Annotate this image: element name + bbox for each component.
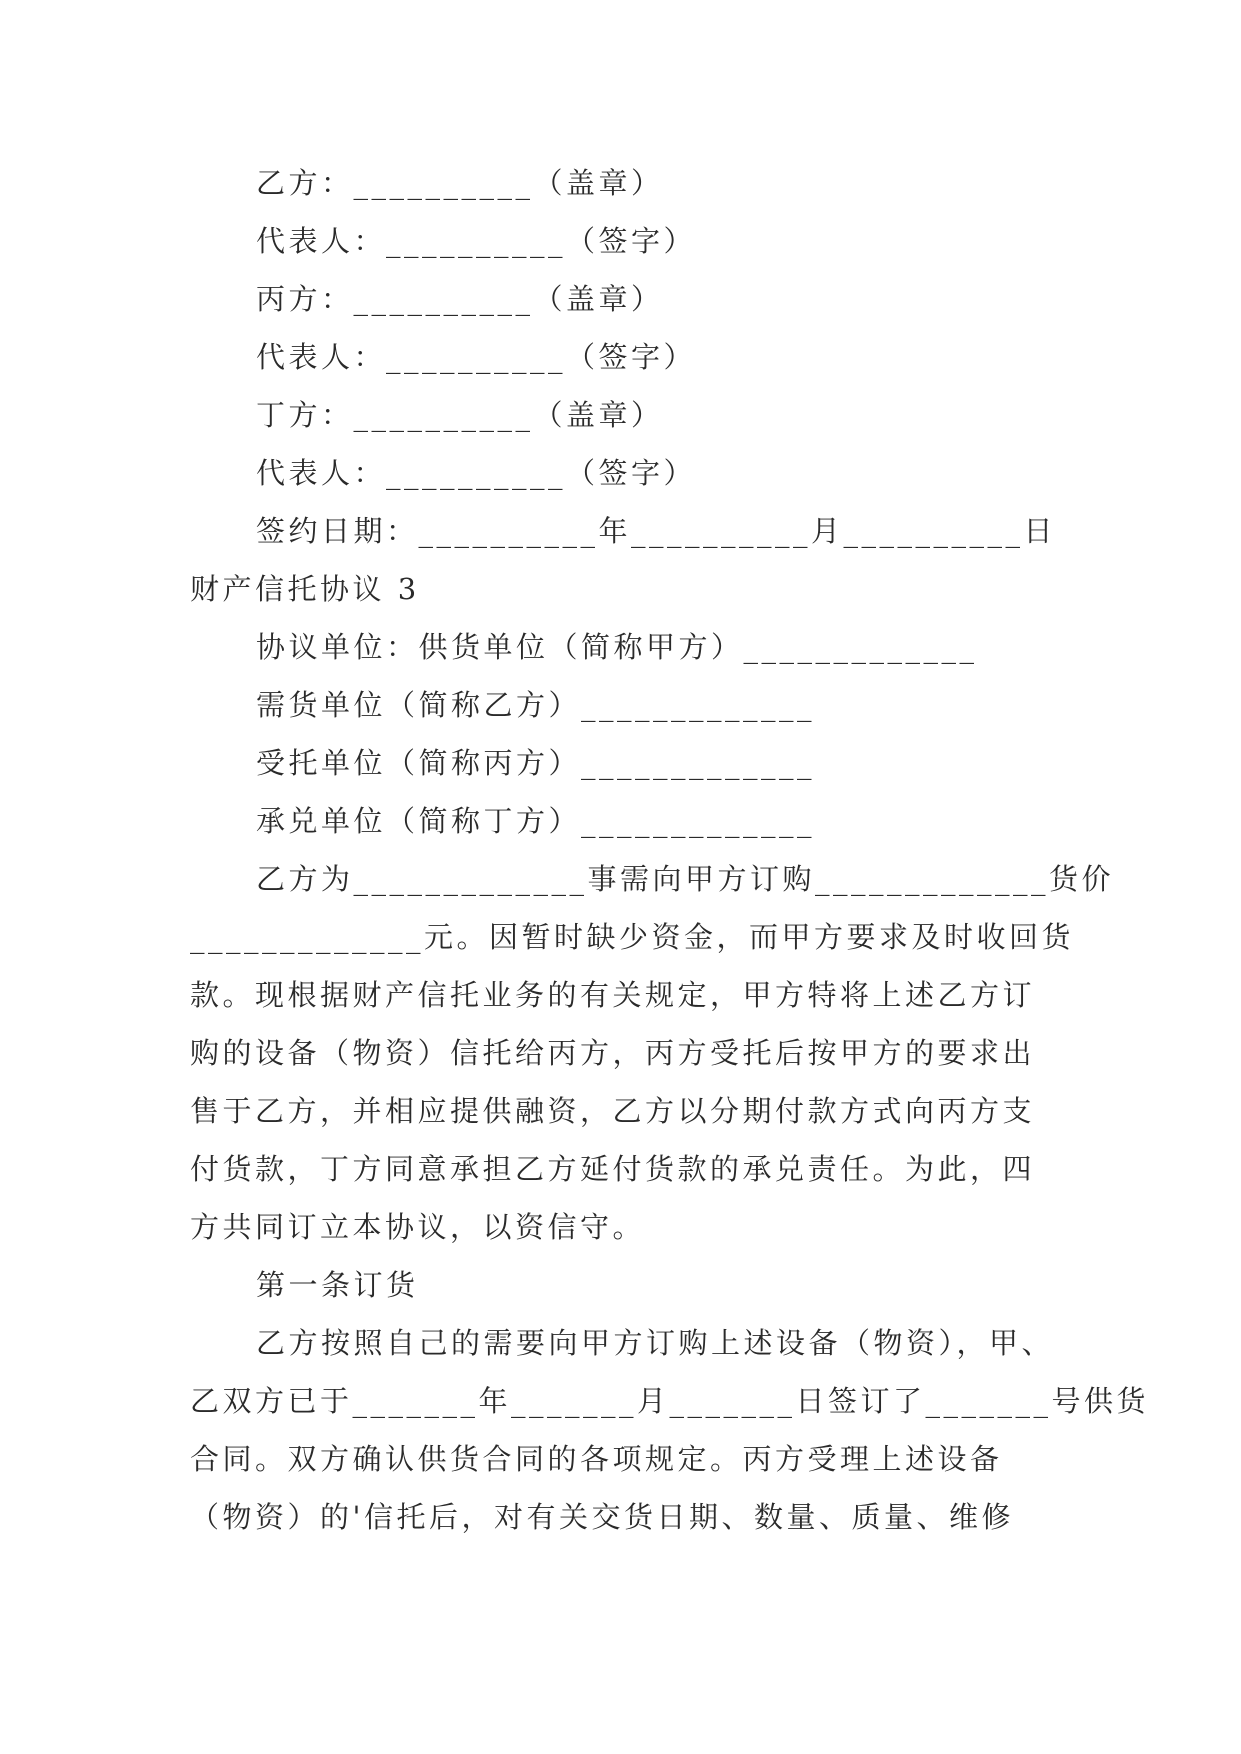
signature-line-party-c: 丙方：__________（盖章） [256, 282, 664, 316]
intro-paragraph-line: _____________元。因暂时缺少资金，而甲方要求及时收回货 [190, 920, 1075, 954]
article-1-line: （物资）的'信托后，对有关交货日期、数量、质量、维修 [190, 1500, 1014, 1534]
signature-line-party-d: 丁方：__________（盖章） [256, 398, 664, 432]
party-line-acceptor: 承兑单位（简称丁方）_____________ [256, 804, 816, 838]
signature-line-party-b: 乙方：__________（盖章） [256, 166, 664, 200]
intro-paragraph-line: 乙方为_____________事需向甲方订购_____________货价 [256, 862, 1115, 896]
party-line-trustee: 受托单位（简称丙方）_____________ [256, 746, 816, 780]
intro-paragraph-line: 购的设备（物资）信托给丙方，丙方受托后按甲方的要求出 [190, 1036, 1036, 1070]
signing-date-line: 签约日期：__________年__________月__________日 [256, 514, 1057, 548]
intro-paragraph-line: 方共同订立本协议，以资信守。 [190, 1210, 646, 1244]
section-heading: 财产信托协议 3 [190, 572, 420, 606]
signature-line-representative-b: 代表人：__________（签字） [256, 224, 697, 258]
article-1-line: 合同。双方确认供货合同的各项规定。丙方受理上述设备 [190, 1442, 1003, 1476]
intro-paragraph-line: 款。现根据财产信托业务的有关规定，甲方特将上述乙方订 [190, 978, 1036, 1012]
party-line-supplier: 协议单位：供货单位（简称甲方）_____________ [256, 630, 978, 664]
article-1-line: 乙双方已于_______年_______月_______日签订了_______号供货 [190, 1384, 1150, 1418]
intro-paragraph-line: 付货款，丁方同意承担乙方延付货款的承兑责任。为此，四 [190, 1152, 1036, 1186]
article-1-line: 乙方按照自己的需要向甲方订购上述设备（物资），甲、 [256, 1326, 1055, 1360]
party-line-buyer: 需货单位（简称乙方）_____________ [256, 688, 816, 722]
signature-line-representative-d: 代表人：__________（签字） [256, 456, 697, 490]
signature-line-representative-c: 代表人：__________（签字） [256, 340, 697, 374]
intro-paragraph-line: 售于乙方，并相应提供融资，乙方以分期付款方式向丙方支 [190, 1094, 1036, 1128]
article-1-title: 第一条订货 [256, 1268, 419, 1302]
